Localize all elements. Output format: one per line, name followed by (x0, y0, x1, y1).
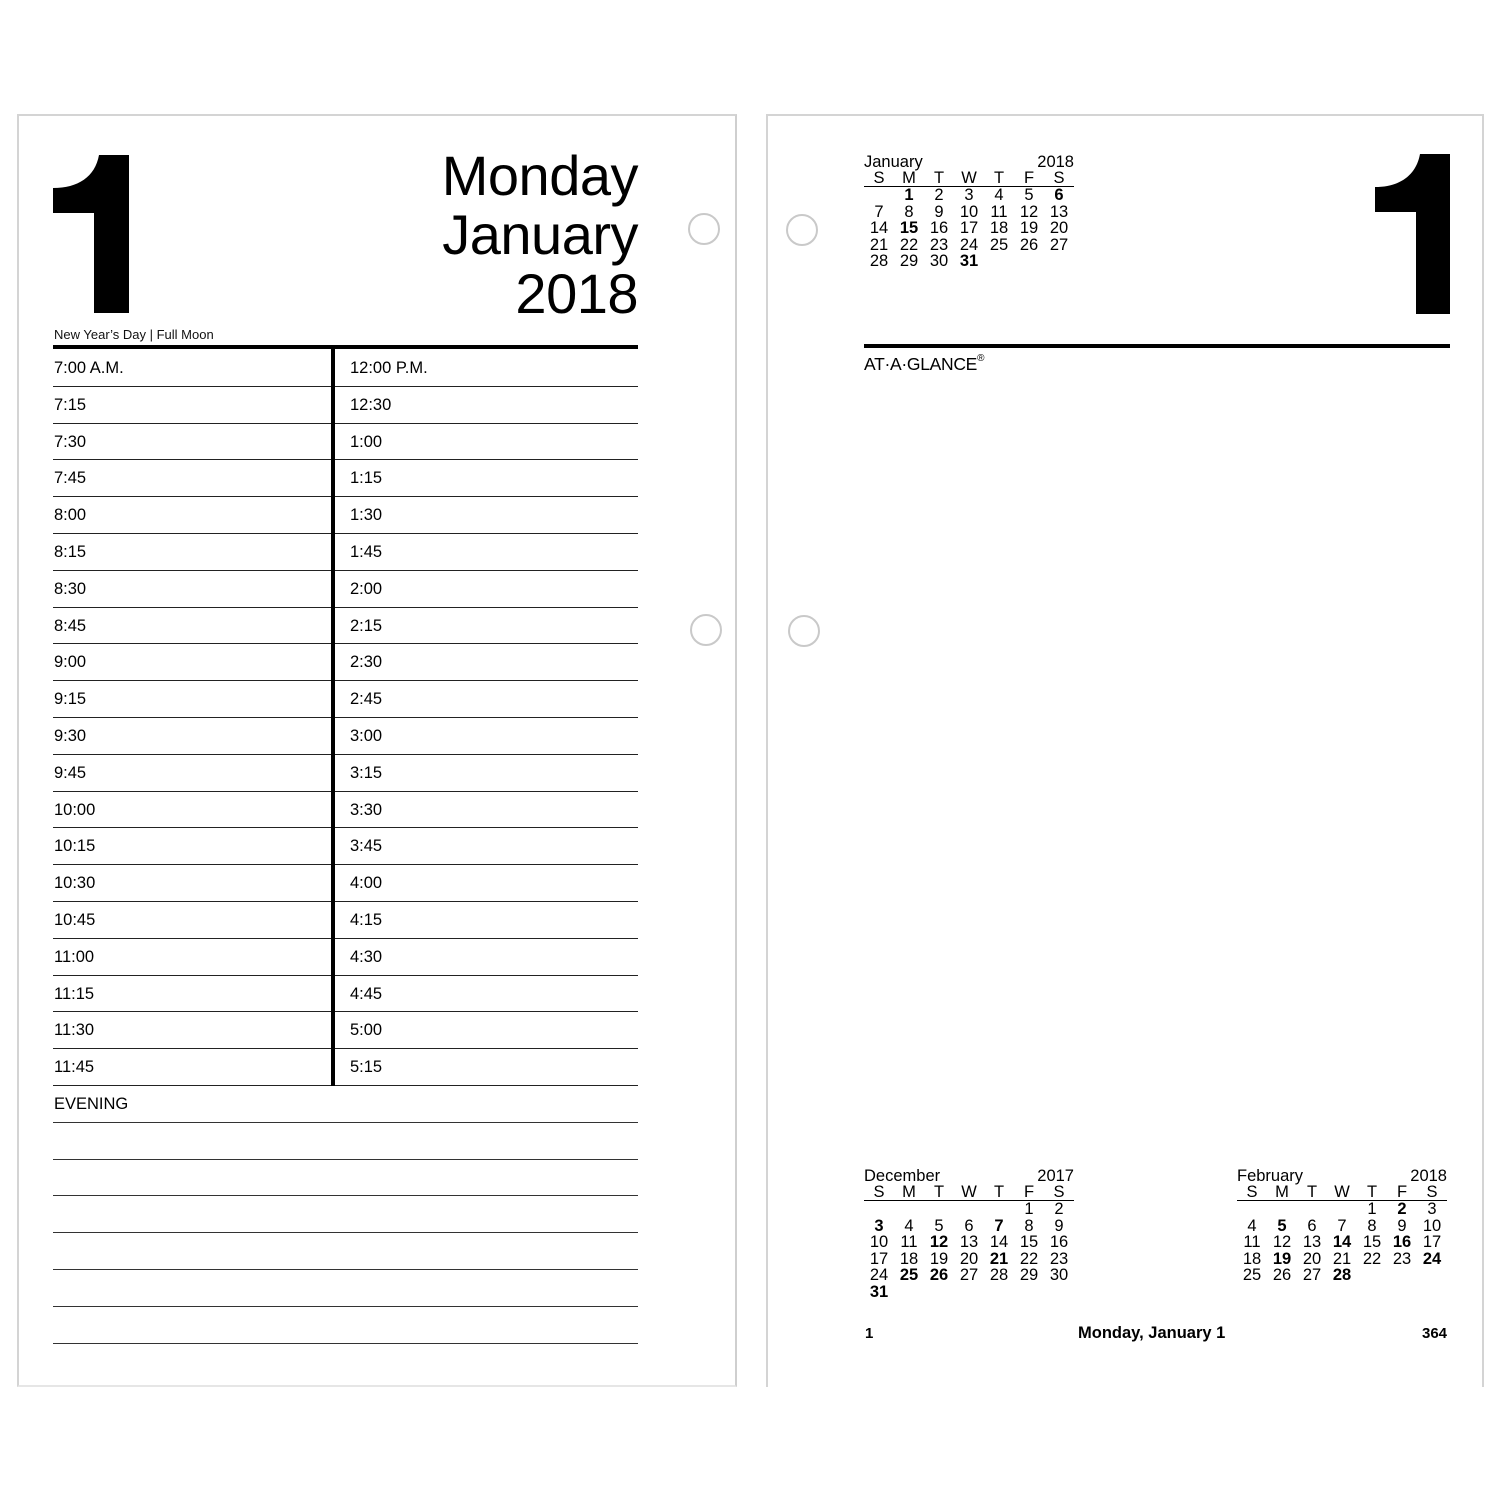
evening-row[interactable] (53, 1086, 638, 1123)
weekday-initial: M (902, 169, 916, 187)
weekday-initial: S (873, 169, 885, 187)
calendar-day[interactable]: 1 (1024, 1200, 1034, 1218)
calendar-day[interactable]: 26 (929, 1266, 949, 1284)
calendar-day[interactable]: 18 (899, 1249, 919, 1268)
weekday-initial: T (993, 1183, 1005, 1201)
evening-note-line[interactable] (53, 1233, 638, 1270)
afternoon-time-slot: 2:30 (350, 653, 383, 672)
mini-calendar-days (864, 1201, 1074, 1300)
morning-time-slot: 7:00 A.M. (54, 359, 124, 377)
calendar-day[interactable]: 20 (1302, 1249, 1322, 1268)
mini-calendar-weekdays (864, 171, 1074, 187)
calendar-day[interactable]: 22 (899, 235, 919, 254)
calendar-day[interactable]: 14 (869, 219, 889, 237)
morning-time-slot: 9:00 (54, 653, 87, 672)
calendar-day[interactable]: 31 (959, 252, 979, 270)
weekday-initial: S (1053, 1183, 1065, 1201)
calendar-day[interactable]: 7 (994, 1216, 1004, 1235)
calendar-day[interactable]: 15 (1019, 1233, 1039, 1251)
binder-hole-left-top (688, 213, 720, 245)
morning-time-slot: 11:00 (54, 947, 95, 966)
calendar-day[interactable]: 26 (1019, 235, 1039, 254)
calendar-day[interactable]: 15 (899, 219, 919, 237)
calendar-day[interactable]: 25 (1242, 1266, 1262, 1284)
calendar-day[interactable]: 2 (934, 186, 944, 204)
calendar-day[interactable]: 14 (989, 1233, 1009, 1251)
mini-calendar-year: 2018 (1410, 1167, 1447, 1185)
calendar-day[interactable]: 22 (1362, 1249, 1382, 1268)
afternoon-time-slot: 4:30 (350, 947, 383, 966)
calendar-day[interactable]: 6 (1054, 186, 1064, 204)
calendar-day[interactable]: 23 (929, 235, 949, 254)
mini-calendar-year: 2017 (1037, 1167, 1074, 1185)
evening-note-line[interactable] (53, 1270, 638, 1307)
calendar-day[interactable]: 19 (1272, 1249, 1292, 1268)
weekday-initial: M (1275, 1183, 1289, 1201)
calendar-day[interactable]: 29 (899, 252, 919, 270)
evening-label: EVENING (54, 1095, 129, 1113)
calendar-day[interactable]: 18 (989, 219, 1009, 237)
footer-day-of-year: 1 (865, 1325, 874, 1342)
schedule-row[interactable] (53, 939, 638, 976)
schedule-row[interactable] (53, 1049, 638, 1086)
calendar-day[interactable]: 10 (1422, 1216, 1442, 1235)
blank-day (894, 1201, 924, 1218)
calendar-day[interactable]: 13 (1049, 202, 1069, 221)
calendar-day[interactable]: 23 (1049, 1249, 1069, 1268)
calendar-day[interactable]: 16 (1049, 1233, 1069, 1251)
weekday-initial: S (1246, 1183, 1258, 1201)
calendar-day[interactable]: 30 (1049, 1266, 1069, 1284)
morning-time-slot: 9:30 (54, 726, 87, 745)
blank-day (1327, 1201, 1357, 1218)
weekday-initial: S (1053, 169, 1065, 187)
schedule-row[interactable] (53, 976, 638, 1013)
calendar-day[interactable]: 2 (1054, 1200, 1064, 1218)
morning-time-slot: 7:30 (54, 432, 87, 451)
big-day-number-left (53, 155, 129, 313)
weekday-initial: T (1366, 1183, 1378, 1201)
calendar-day[interactable]: 9 (1397, 1216, 1407, 1235)
calendar-day[interactable]: 24 (959, 235, 979, 254)
morning-time-slot: 10:30 (54, 874, 96, 893)
schedule-row[interactable] (53, 792, 638, 829)
mini-calendar-days (864, 187, 1074, 270)
schedule-row[interactable] (53, 1012, 638, 1049)
calendar-day[interactable]: 3 (874, 1216, 884, 1235)
evening-section (53, 1086, 638, 1344)
afternoon-time-slot: 4:45 (350, 984, 383, 1003)
weekday-initial: S (1426, 1183, 1438, 1201)
calendar-day[interactable]: 1 (1367, 1200, 1377, 1218)
afternoon-time-slot: 2:45 (350, 690, 383, 709)
schedule-row[interactable] (53, 460, 638, 497)
calendar-day[interactable]: 10 (869, 1233, 889, 1251)
weekday-initial: T (933, 169, 945, 187)
binder-hole-right-bottom (788, 615, 820, 647)
calendar-day[interactable]: 3 (964, 186, 974, 204)
calendar-day[interactable]: 21 (989, 1249, 1009, 1268)
big-day-number-right (1375, 154, 1450, 314)
calendar-day[interactable]: 11 (1243, 1233, 1261, 1251)
calendar-day[interactable]: 5 (1024, 186, 1034, 204)
calendar-day[interactable]: 20 (1049, 219, 1069, 237)
blank-day (954, 1201, 984, 1218)
calendar-day[interactable]: 15 (1362, 1233, 1382, 1251)
calendar-day[interactable]: 20 (959, 1249, 979, 1268)
calendar-day[interactable]: 1 (904, 186, 914, 204)
morning-time-slot: 11:30 (54, 1021, 95, 1040)
calendar-day[interactable]: 22 (1019, 1249, 1039, 1268)
weekday-initial: M (902, 1183, 916, 1201)
calendar-day[interactable]: 9 (934, 202, 944, 221)
calendar-day[interactable]: 8 (1024, 1216, 1034, 1235)
evening-note-line[interactable] (53, 1307, 638, 1344)
calendar-day[interactable]: 19 (929, 1249, 949, 1268)
calendar-day[interactable]: 21 (869, 235, 889, 254)
footer-days-remaining: 364 (1422, 1325, 1448, 1342)
afternoon-time-slot: 5:15 (350, 1058, 383, 1077)
afternoon-time-slot: 4:00 (350, 874, 383, 893)
schedule-row[interactable] (53, 387, 638, 424)
calendar-day[interactable]: 8 (904, 202, 914, 221)
calendar-day[interactable]: 4 (1247, 1216, 1257, 1235)
calendar-day[interactable]: 9 (1054, 1216, 1064, 1235)
month-label: January (442, 203, 638, 266)
mini-calendar-month: February (1237, 1167, 1304, 1185)
calendar-day[interactable]: 27 (1302, 1266, 1322, 1284)
calendar-day[interactable]: 24 (1422, 1249, 1442, 1268)
calendar-day[interactable]: 27 (959, 1266, 979, 1284)
weekday-initial: W (961, 169, 977, 187)
schedule-row[interactable] (53, 681, 638, 718)
evening-note-line[interactable] (53, 1160, 638, 1197)
schedule-row[interactable] (53, 828, 638, 865)
blank-day (864, 187, 894, 204)
morning-time-slot: 8:30 (54, 579, 87, 598)
calendar-day[interactable]: 28 (869, 252, 889, 270)
mini-calendar-weekdays (864, 1185, 1074, 1201)
calendar-day[interactable]: 17 (869, 1249, 889, 1268)
afternoon-time-slot: 3:00 (350, 726, 383, 745)
calendar-day[interactable]: 7 (874, 202, 884, 221)
date-heading (442, 146, 638, 323)
calendar-day[interactable]: 13 (959, 1233, 979, 1251)
calendar-day[interactable]: 6 (964, 1216, 974, 1235)
blank-day (984, 1201, 1014, 1218)
mini-calendar-year: 2018 (1037, 153, 1074, 171)
morning-time-slot: 10:00 (54, 800, 96, 819)
calendar-day[interactable]: 25 (899, 1266, 919, 1284)
weekday-initial: W (1334, 1183, 1350, 1201)
morning-time-slot: 10:45 (54, 910, 96, 929)
year-label: 2018 (515, 262, 638, 325)
morning-time-slot: 10:15 (54, 837, 96, 856)
weekday-initial: S (873, 1183, 885, 1201)
calendar-day[interactable]: 26 (1272, 1266, 1292, 1284)
calendar-day[interactable]: 16 (1392, 1233, 1412, 1251)
calendar-day[interactable]: 23 (1392, 1249, 1412, 1268)
calendar-day[interactable]: 25 (989, 235, 1009, 254)
calendar-day[interactable]: 11 (990, 202, 1008, 221)
footer-date-label: Monday, January 1 (1078, 1324, 1226, 1342)
morning-time-slot: 8:45 (54, 616, 87, 635)
calendar-day[interactable]: 31 (869, 1282, 889, 1301)
calendar-day[interactable]: 12 (1272, 1233, 1292, 1251)
calendar-day[interactable]: 4 (994, 186, 1004, 204)
header-rule (53, 345, 638, 349)
blank-day (1297, 1201, 1327, 1218)
binder-hole-right-top (786, 214, 818, 246)
binder-hole-left-bottom (690, 614, 722, 646)
calendar-day[interactable]: 28 (989, 1266, 1009, 1284)
mini-calendar-february-2018 (1237, 1168, 1447, 1284)
morning-time-slot: 8:15 (54, 542, 87, 561)
weekday-initial: F (1023, 1183, 1035, 1201)
schedule-row[interactable] (53, 902, 638, 939)
calendar-day[interactable]: 12 (929, 1233, 949, 1251)
calendar-day[interactable]: 17 (959, 219, 979, 237)
calendar-day[interactable]: 11 (900, 1233, 918, 1251)
schedule-row[interactable] (53, 571, 638, 608)
calendar-day[interactable]: 8 (1367, 1216, 1377, 1235)
afternoon-time-slot: 3:15 (350, 763, 383, 782)
calendar-day[interactable]: 6 (1307, 1216, 1317, 1235)
morning-time-slot: 8:00 (54, 506, 87, 525)
weekday-initial: T (933, 1183, 945, 1201)
calendar-day[interactable]: 30 (929, 252, 949, 270)
morning-time-slot: 11:15 (54, 984, 95, 1003)
weekday-initial: T (993, 169, 1005, 187)
calendar-day[interactable]: 3 (1427, 1200, 1437, 1218)
morning-time-slot: 9:45 (54, 763, 87, 782)
afternoon-time-slot: 1:30 (350, 506, 383, 525)
brand-logo: AT·A·GLANCE® (864, 353, 985, 374)
mini-calendar-december-2017 (864, 1168, 1074, 1300)
observances-label: New Year’s Day | Full Moon (54, 327, 214, 342)
weekday-initial: F (1023, 169, 1035, 187)
weekday-label: Monday (441, 144, 638, 207)
hourly-schedule (53, 350, 638, 1086)
morning-time-slot: 7:15 (54, 395, 87, 414)
mini-calendar-days (1237, 1201, 1447, 1284)
afternoon-time-slot: 3:30 (350, 800, 383, 819)
blank-day (1267, 1201, 1297, 1218)
blank-day (924, 1201, 954, 1218)
calendar-day[interactable]: 13 (1302, 1233, 1322, 1251)
evening-note-line[interactable] (53, 1196, 638, 1233)
weekday-initial: F (1396, 1183, 1408, 1201)
calendar-day[interactable]: 27 (1049, 235, 1069, 254)
calendar-day[interactable]: 4 (904, 1216, 914, 1235)
calendar-day[interactable]: 10 (959, 202, 979, 221)
afternoon-time-slot: 2:15 (350, 616, 383, 635)
calendar-day[interactable]: 5 (1277, 1216, 1287, 1235)
calendar-day[interactable]: 12 (1019, 202, 1039, 221)
calendar-day[interactable]: 19 (1019, 219, 1039, 237)
schedule-row[interactable] (53, 497, 638, 534)
mini-calendar-month: December (864, 1167, 941, 1185)
right-header-rule (864, 344, 1450, 348)
calendar-day[interactable]: 21 (1332, 1249, 1352, 1268)
afternoon-time-slot: 2:00 (350, 579, 383, 598)
blank-day (864, 1201, 894, 1218)
schedule-row[interactable] (53, 644, 638, 681)
schedule-row[interactable] (53, 755, 638, 792)
calendar-day[interactable]: 29 (1019, 1266, 1039, 1284)
weekday-initial: T (1306, 1183, 1318, 1201)
afternoon-time-slot: 3:45 (350, 837, 383, 856)
blank-day (1237, 1201, 1267, 1218)
calendar-day[interactable]: 28 (1332, 1266, 1352, 1284)
calendar-day[interactable]: 18 (1242, 1249, 1262, 1268)
schedule-column-divider (331, 348, 335, 1086)
mini-calendar-month: January (864, 153, 923, 171)
afternoon-time-slot: 12:00 P.M. (350, 359, 428, 377)
calendar-day[interactable]: 24 (869, 1266, 889, 1284)
calendar-day[interactable]: 17 (1422, 1233, 1442, 1251)
afternoon-time-slot: 1:00 (350, 432, 383, 451)
schedule-row[interactable] (53, 350, 638, 387)
schedule-row[interactable] (53, 424, 638, 461)
afternoon-time-slot: 4:15 (350, 910, 383, 929)
morning-time-slot: 7:45 (54, 469, 87, 488)
schedule-row[interactable] (53, 608, 638, 645)
morning-time-slot: 11:45 (54, 1058, 95, 1077)
afternoon-time-slot: 12:30 (350, 395, 392, 414)
afternoon-time-slot: 1:15 (350, 469, 383, 488)
morning-time-slot: 9:15 (54, 690, 87, 709)
calendar-day[interactable]: 5 (934, 1216, 944, 1235)
evening-note-line[interactable] (53, 1123, 638, 1160)
mini-calendar-january-2018 (864, 154, 1074, 270)
weekday-initial: W (961, 1183, 977, 1201)
calendar-day[interactable]: 16 (929, 219, 949, 237)
calendar-day[interactable]: 2 (1397, 1200, 1407, 1218)
schedule-row[interactable] (53, 865, 638, 902)
afternoon-time-slot: 5:00 (350, 1021, 383, 1040)
mini-calendar-weekdays (1237, 1185, 1447, 1201)
calendar-day[interactable]: 14 (1332, 1233, 1352, 1251)
calendar-day[interactable]: 7 (1337, 1216, 1347, 1235)
schedule-row[interactable] (53, 718, 638, 755)
afternoon-time-slot: 1:45 (350, 542, 383, 561)
schedule-row[interactable] (53, 534, 638, 571)
